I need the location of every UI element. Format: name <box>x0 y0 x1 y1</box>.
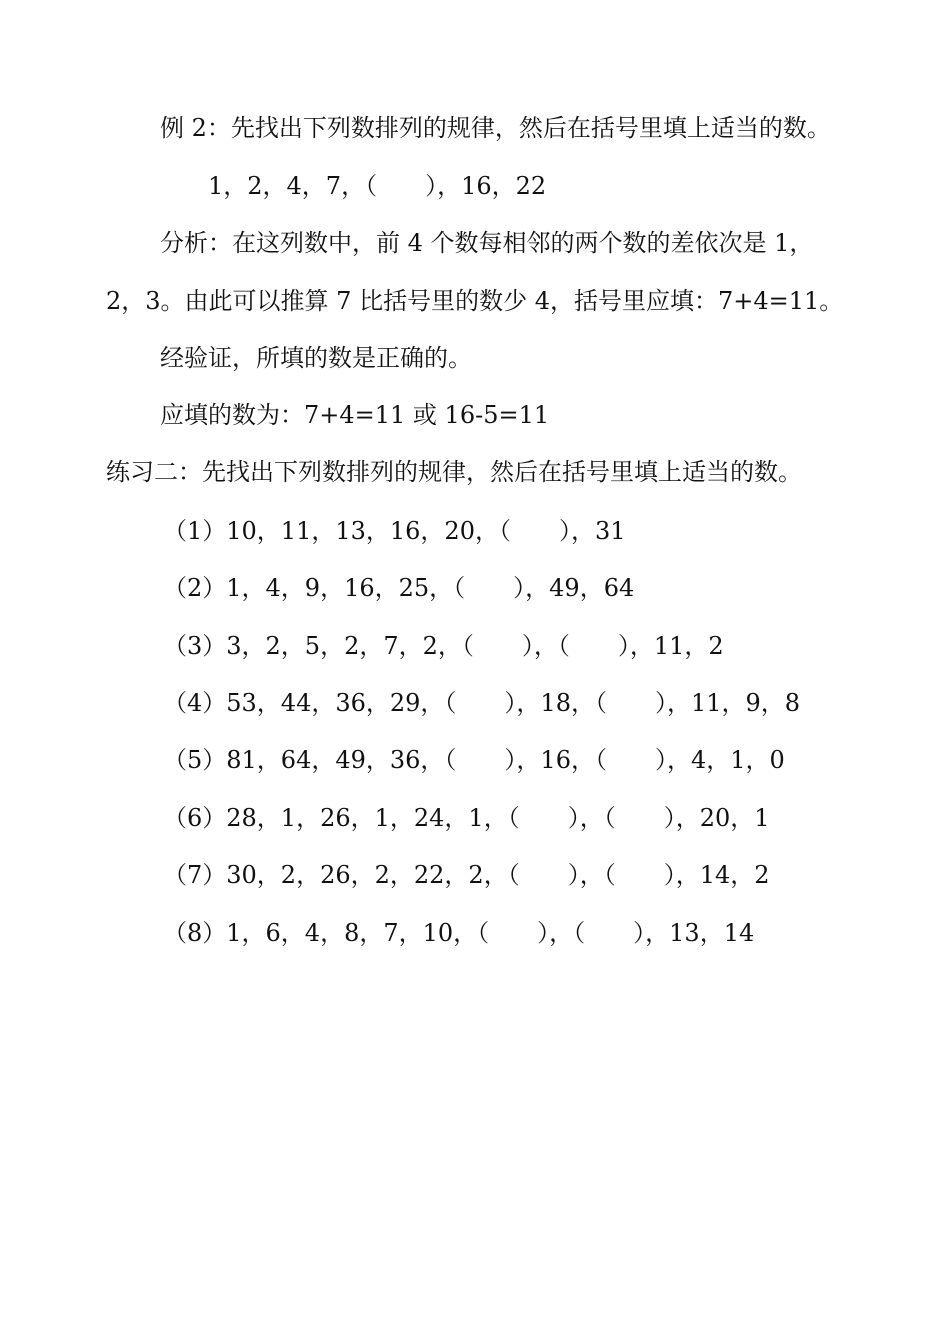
verification-text: 经验证，所填的数是正确的。 <box>160 344 472 372</box>
analysis-line-2: 2，3。由此可以推算 7 比括号里的数少 4，括号里应填：7+4=11。 <box>106 287 844 315</box>
exercise-item: （1）10，11，13，16，20，（ ），31 <box>163 517 626 545</box>
exercise-item: （6）28，1，26，1，24，1，（ ），（ ），20，1 <box>163 804 770 832</box>
exercise-item: （8）1，6，4，8，7，10，（ ），（ ），13，14 <box>163 919 755 947</box>
exercise-title: 练习二：先找出下列数排列的规律，然后在括号里填上适当的数。 <box>106 458 802 486</box>
exercise-item: （3）3，2，5，2，7，2，（ ），（ ），11，2 <box>163 632 724 660</box>
example-title: 例 2：先找出下列数排列的规律，然后在括号里填上适当的数。 <box>160 114 831 142</box>
analysis-line-1: 分析：在这列数中，前 4 个数每相邻的两个数的差依次是 1， <box>160 229 814 257</box>
answer-text: 应填的数为：7+4=11 或 16-5=11 <box>160 401 550 429</box>
exercise-item: （2）1，4，9，16，25，（ ），49，64 <box>163 574 635 602</box>
exercise-item: （4）53，44，36，29，（ ），18，（ ），11，9，8 <box>163 689 801 717</box>
exercise-item: （7）30，2，26，2，22，2，（ ），（ ），14，2 <box>163 861 770 889</box>
exercise-item: （5）81，64，49，36，（ ），16，（ ），4，1，0 <box>163 746 785 774</box>
example-sequence: 1，2，4，7，（ ），16，22 <box>208 172 547 200</box>
